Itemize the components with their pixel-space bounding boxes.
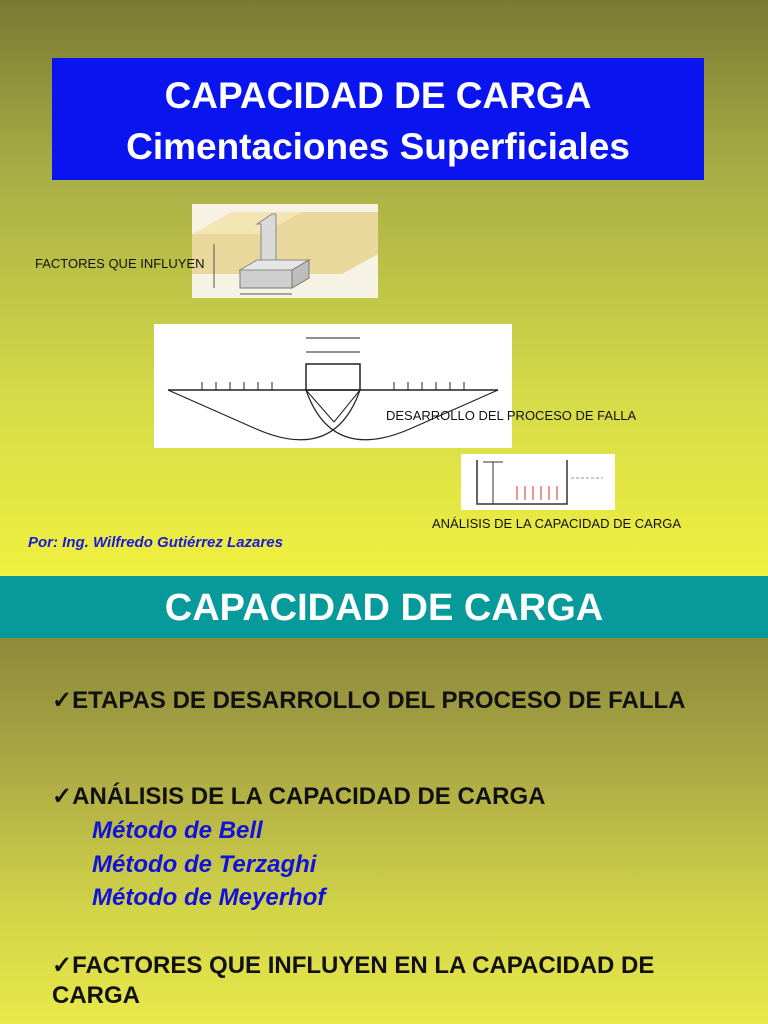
bullet-factores: ✓FACTORES QUE INFLUYEN EN LA CAPACIDAD DE CARGA [52,952,655,1009]
bullet-analisis: ✓ANÁLISIS DE LA CAPACIDAD DE CARGA [52,783,546,810]
label-analisis: ANÁLISIS DE LA CAPACIDAD DE CARGA [432,516,681,531]
title-box [52,58,704,180]
label-factores: FACTORES QUE INFLUYEN [35,256,205,271]
section-title: CAPACIDAD DE CARGA [164,587,604,629]
author-credit: Por: Ing. Wilfredo Gutiérrez Lazares [28,534,283,551]
method-terzaghi: Método de Terzaghi [92,851,317,878]
failure-mechanism-diagram [154,324,512,448]
title-line-2: Cimentaciones Superficiales [126,126,630,167]
section-header-band [0,576,768,638]
title-line-1: CAPACIDAD DE CARGA [164,75,592,116]
bullet-etapas: ✓ETAPAS DE DESARROLLO DEL PROCESO DE FALLA [52,687,686,714]
method-meyerhof: Método de Meyerhof [92,884,326,911]
method-bell: Método de Bell [92,817,263,844]
analysis-image [461,454,615,510]
label-desarrollo: DESARROLLO DEL PROCESO DE FALLA [386,408,637,423]
footing-image [192,204,378,298]
slide-2 [0,576,768,1024]
